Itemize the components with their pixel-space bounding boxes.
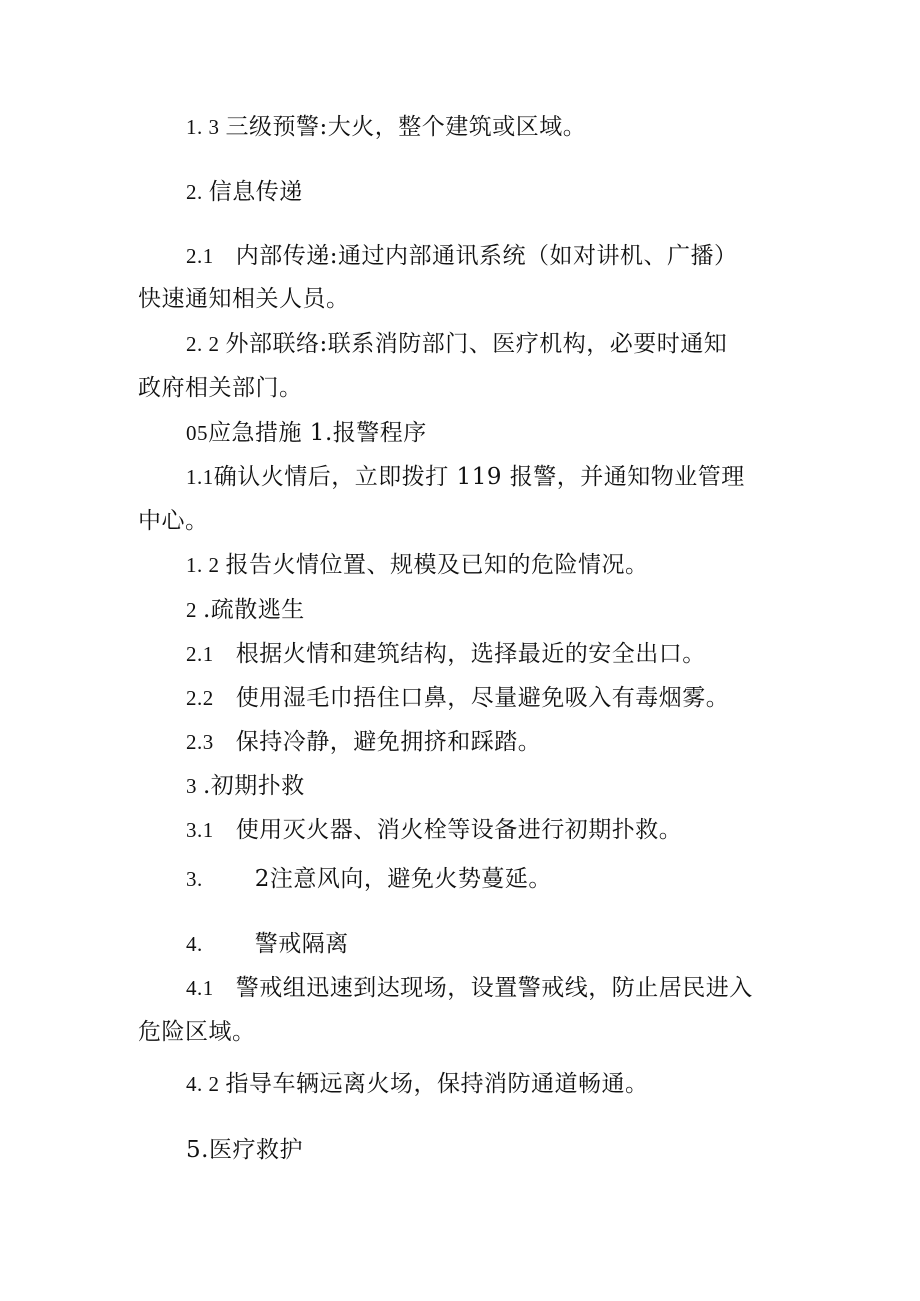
line-text: 中心。 <box>138 508 209 534</box>
section-number: 2.1 <box>186 244 214 268</box>
line-text: 警戒隔离 <box>254 931 349 957</box>
line-text: 5.医疗救护 <box>186 1137 303 1163</box>
section-number: 2. 2 <box>186 332 220 356</box>
line-text: 确认火情后，立即拨打 119 报警，并通知物业管理 <box>213 464 745 490</box>
section-number: 3.1 <box>186 818 214 842</box>
section-number: 1. 3 <box>186 115 220 139</box>
paragraph-line <box>138 1017 256 1047</box>
line-text: 保持冷静，避免拥挤和踩踏。 <box>235 729 542 755</box>
line-text: 警戒组迅速到达现场，设置警戒线，防止居民进入 <box>235 975 753 1001</box>
section-number: 1.1 <box>186 465 214 489</box>
line-text: 根据火情和建筑结构，选择最近的安全出口。 <box>235 641 706 667</box>
section-heading <box>186 177 303 207</box>
section-number: 4.1 <box>186 976 214 1000</box>
section-number: 4. <box>186 932 203 956</box>
line-text: 使用灭火器、消火栓等设备进行初期扑救。 <box>235 817 683 843</box>
paragraph-line <box>186 241 738 271</box>
line-text: 内部传递:通过内部通讯系统（如对讲机、广播） <box>235 243 738 269</box>
line-text: 外部联络:联系消防部门、医疗机构，必要时通知 <box>225 331 728 357</box>
section-heading <box>186 771 305 801</box>
line-text: 指导车辆远离火场，保持消防通道畅通。 <box>225 1071 649 1097</box>
section-heading <box>186 1135 303 1165</box>
line-text: .初期扑救 <box>203 773 305 799</box>
line-text: 快速通知相关人员。 <box>138 286 350 312</box>
section-number: 2.3 <box>186 730 214 754</box>
paragraph-line <box>138 506 209 536</box>
section-heading <box>186 929 349 959</box>
paragraph-line <box>138 284 350 314</box>
section-number: 05 <box>186 421 208 445</box>
paragraph-line <box>186 550 649 580</box>
paragraph-line <box>186 815 682 845</box>
section-heading <box>186 595 305 625</box>
line-text: 政府相关部门。 <box>138 375 303 401</box>
line-text: 三级预警:大火，整个建筑或区域。 <box>225 114 587 140</box>
line-text: 信息传递 <box>208 179 303 205</box>
section-number: 2.2 <box>186 686 214 710</box>
section-number: 2. <box>186 180 203 204</box>
section-number: 3 <box>186 774 197 798</box>
line-text: .疏散逃生 <box>203 597 305 623</box>
section-number: 3. <box>186 867 203 891</box>
section-number: 2.1 <box>186 642 214 666</box>
line-text: 危险区域。 <box>138 1019 256 1045</box>
line-text: 2注意风向，避免火势蔓延。 <box>254 866 552 892</box>
paragraph-line <box>186 639 706 669</box>
paragraph-line <box>186 462 745 492</box>
paragraph-line <box>186 683 729 713</box>
paragraph-line <box>138 373 303 403</box>
line-text: 报告火情位置、规模及已知的危险情况。 <box>225 552 649 578</box>
paragraph-line <box>186 329 727 359</box>
section-heading <box>186 418 427 448</box>
paragraph-line <box>186 727 541 757</box>
paragraph-line <box>186 112 586 142</box>
section-number: 2 <box>186 598 197 622</box>
paragraph-line <box>186 864 552 894</box>
section-number: 1. 2 <box>186 553 220 577</box>
paragraph-line <box>186 1069 649 1099</box>
paragraph-line <box>186 973 753 1003</box>
section-number: 4. 2 <box>186 1072 220 1096</box>
line-text: 应急措施 1.报警程序 <box>208 420 427 446</box>
line-text: 使用湿毛巾捂住口鼻，尽量避免吸入有毒烟雾。 <box>235 685 730 711</box>
